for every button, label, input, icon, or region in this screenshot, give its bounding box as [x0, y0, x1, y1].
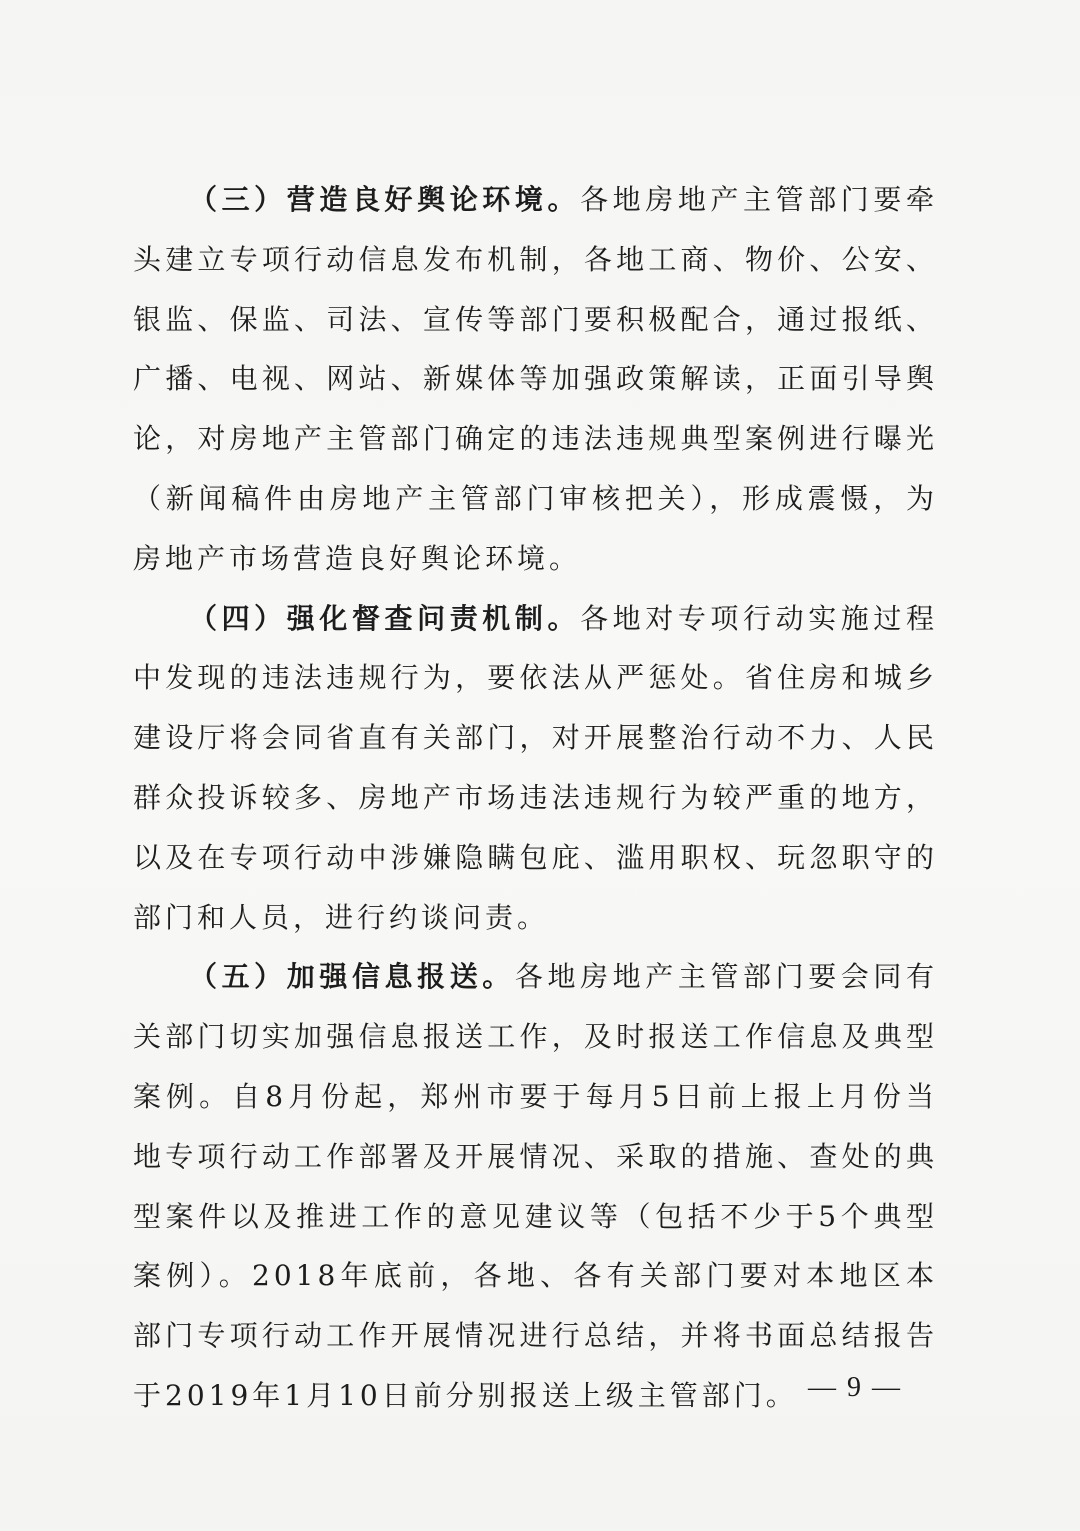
paragraph-heading: （五）加强信息报送。: [189, 960, 515, 994]
document-body: [133, 170, 938, 1426]
paragraph-text: 各地房地产主管部门要牵头建立专项行动信息发布机制，各地工商、物价、公安、银监、保监、司法、宣传等部门要积极配合，通过报纸、广播、电视、网站、新媒体等加强政策解读，正面引导舆论，对房地产主管部门确定的违法违规典型案例进行曝光（新闻稿件由房地产主管部门审核把关），形成震慑，为房地产市场营造良好舆论环境。: [133, 183, 938, 575]
paragraph-accountability: [133, 589, 938, 948]
page-number: — 9 —: [808, 1372, 902, 1403]
paragraph-information-reporting: [133, 947, 938, 1425]
paragraph-text: 各地房地产主管部门要会同有关部门切实加强信息报送工作，及时报送工作信息及典型案例。自8月份起，郑州市要于每月5日前上报上月份当地专项行动工作部署及开展情况、采取的措施、查处的典型案件以及推进工作的意见建议等（包括不少于5个典型案例）。2018年底前，各地、各有关部门要对本地区本部门专项行动工作开展情况进行总结，并将书面总结报告于2019年1月10日前分别报送上级主管部门。: [133, 960, 938, 1412]
paragraph-public-opinion: [133, 170, 938, 589]
paragraph-text: 各地对专项行动实施过程中发现的违法违规行为，要依法从严惩处。省住房和城乡建设厅将会同省直有关部门，对开展整治行动不力、人民群众投诉较多、房地产市场违法违规行为较严重的地方，以及在专项行动中涉嫌隐瞒包庇、滥用职权、玩忽职守的部门和人员，进行约谈问责。: [133, 601, 938, 934]
paragraph-heading: （三）营造良好舆论环境。: [189, 183, 581, 216]
paragraph-heading: （四）强化督查问责机制。: [189, 601, 581, 635]
